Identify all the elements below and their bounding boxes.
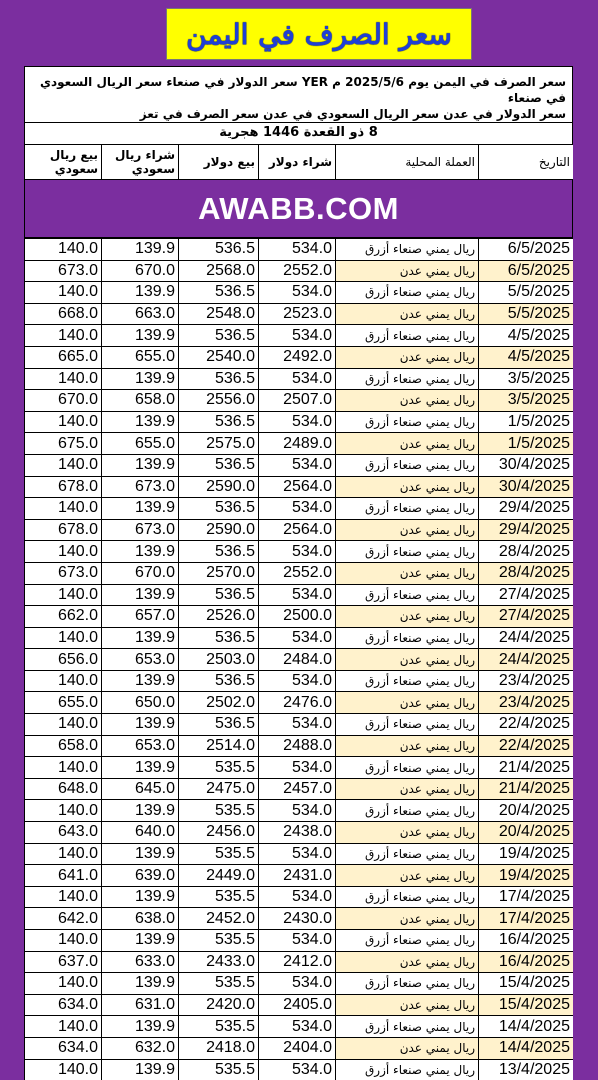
cell-sell-usd: 2556.0 [179, 390, 259, 412]
cell-currency: ريال يمني صنعاء أزرق [336, 239, 479, 261]
cell-buy-sar: 139.9 [102, 411, 179, 433]
cell-currency: ريال يمني عدن [336, 865, 479, 887]
cell-currency: ريال يمني عدن [336, 778, 479, 800]
cell-currency: ريال يمني صنعاء أزرق [336, 930, 479, 952]
cell-currency: ريال يمني صنعاء أزرق [336, 973, 479, 995]
cell-date: 4/5/2025 [479, 325, 574, 347]
cell-sell-usd: 2575.0 [179, 433, 259, 455]
cell-buy-usd: 2457.0 [259, 778, 336, 800]
cell-buy-usd: 534.0 [259, 541, 336, 563]
table-row [25, 714, 574, 736]
cell-buy-usd: 534.0 [259, 368, 336, 390]
cell-buy-usd: 2430.0 [259, 908, 336, 930]
cell-buy-sar: 139.9 [102, 498, 179, 520]
cell-date: 19/4/2025 [479, 843, 574, 865]
cell-buy-usd: 2552.0 [259, 260, 336, 282]
cell-currency: ريال يمني عدن [336, 649, 479, 671]
cell-buy-sar: 653.0 [102, 735, 179, 757]
cell-sell-sar: 678.0 [25, 519, 102, 541]
rates-sheet [24, 66, 573, 1080]
cell-date: 4/5/2025 [479, 346, 574, 368]
cell-buy-usd: 534.0 [259, 714, 336, 736]
cell-buy-sar: 139.9 [102, 454, 179, 476]
cell-currency: ريال يمني عدن [336, 519, 479, 541]
table-row [25, 649, 574, 671]
cell-currency: ريال يمني صنعاء أزرق [336, 584, 479, 606]
cell-currency: ريال يمني عدن [336, 346, 479, 368]
cell-currency: ريال يمني عدن [336, 390, 479, 412]
cell-currency: ريال يمني صنعاء أزرق [336, 498, 479, 520]
table-row [25, 757, 574, 779]
cell-sell-sar: 655.0 [25, 692, 102, 714]
cell-sell-usd: 2590.0 [179, 476, 259, 498]
cell-buy-sar: 645.0 [102, 778, 179, 800]
cell-date: 21/4/2025 [479, 778, 574, 800]
cell-sell-usd: 2526.0 [179, 606, 259, 628]
cell-sell-usd: 535.5 [179, 800, 259, 822]
cell-buy-usd: 534.0 [259, 1059, 336, 1080]
cell-sell-sar: 668.0 [25, 303, 102, 325]
table-row [25, 562, 574, 584]
cell-buy-sar: 663.0 [102, 303, 179, 325]
cell-date: 17/4/2025 [479, 886, 574, 908]
col-sell-sar: بيع ريال سعودي [25, 145, 102, 180]
column-header-row [25, 145, 574, 180]
cell-buy-usd: 534.0 [259, 973, 336, 995]
cell-sell-sar: 140.0 [25, 1016, 102, 1038]
cell-date: 29/4/2025 [479, 498, 574, 520]
cell-date: 22/4/2025 [479, 735, 574, 757]
cell-sell-sar: 648.0 [25, 778, 102, 800]
cell-buy-sar: 139.9 [102, 886, 179, 908]
table-row [25, 541, 574, 563]
cell-buy-usd: 2412.0 [259, 951, 336, 973]
header-line-2: سعر الدولار في عدن سعر الريال السعودي في عدن سعر الصرف في تعز [139, 107, 566, 121]
cell-currency: ريال يمني عدن [336, 692, 479, 714]
cell-sell-usd: 535.5 [179, 843, 259, 865]
table-row [25, 368, 574, 390]
cell-date: 28/4/2025 [479, 541, 574, 563]
cell-buy-sar: 673.0 [102, 476, 179, 498]
cell-date: 22/4/2025 [479, 714, 574, 736]
cell-date: 27/4/2025 [479, 584, 574, 606]
cell-date: 5/5/2025 [479, 282, 574, 304]
cell-sell-usd: 2590.0 [179, 519, 259, 541]
cell-sell-usd: 2568.0 [179, 260, 259, 282]
cell-buy-usd: 2552.0 [259, 562, 336, 584]
table-row [25, 994, 574, 1016]
table-row [25, 282, 574, 304]
cell-date: 1/5/2025 [479, 433, 574, 455]
cell-sell-usd: 535.5 [179, 1059, 259, 1080]
site-banner [24, 180, 573, 238]
cell-sell-usd: 2456.0 [179, 822, 259, 844]
cell-sell-usd: 535.5 [179, 886, 259, 908]
cell-sell-sar: 140.0 [25, 1059, 102, 1080]
cell-sell-sar: 634.0 [25, 994, 102, 1016]
cell-sell-usd: 536.5 [179, 670, 259, 692]
table-row [25, 433, 574, 455]
cell-buy-usd: 534.0 [259, 1016, 336, 1038]
rates-table [24, 238, 573, 1080]
cell-sell-usd: 536.5 [179, 368, 259, 390]
cell-currency: ريال يمني عدن [336, 994, 479, 1016]
table-row [25, 973, 574, 995]
cell-buy-usd: 2405.0 [259, 994, 336, 1016]
cell-date: 23/4/2025 [479, 692, 574, 714]
cell-sell-usd: 536.5 [179, 325, 259, 347]
cell-sell-usd: 536.5 [179, 541, 259, 563]
cell-buy-sar: 139.9 [102, 541, 179, 563]
cell-sell-sar: 140.0 [25, 800, 102, 822]
cell-sell-usd: 2433.0 [179, 951, 259, 973]
page-title: سعر الصرف في اليمن [186, 17, 452, 51]
cell-sell-usd: 2449.0 [179, 865, 259, 887]
table-row [25, 886, 574, 908]
cell-buy-usd: 2507.0 [259, 390, 336, 412]
rates-table-head [24, 144, 573, 180]
col-date: التاريخ [479, 145, 574, 180]
cell-sell-sar: 675.0 [25, 433, 102, 455]
cell-buy-sar: 655.0 [102, 346, 179, 368]
cell-buy-sar: 653.0 [102, 649, 179, 671]
cell-buy-usd: 534.0 [259, 627, 336, 649]
cell-currency: ريال يمني صنعاء أزرق [336, 714, 479, 736]
cell-currency: ريال يمني صنعاء أزرق [336, 886, 479, 908]
cell-buy-usd: 534.0 [259, 886, 336, 908]
cell-date: 19/4/2025 [479, 865, 574, 887]
cell-date: 6/5/2025 [479, 260, 574, 282]
table-row [25, 239, 574, 261]
cell-buy-usd: 2438.0 [259, 822, 336, 844]
cell-buy-usd: 534.0 [259, 325, 336, 347]
cell-sell-sar: 678.0 [25, 476, 102, 498]
cell-buy-sar: 640.0 [102, 822, 179, 844]
table-row [25, 1016, 574, 1038]
cell-sell-usd: 2475.0 [179, 778, 259, 800]
cell-buy-sar: 139.9 [102, 368, 179, 390]
table-row [25, 843, 574, 865]
cell-date: 16/4/2025 [479, 930, 574, 952]
table-row [25, 670, 574, 692]
cell-buy-sar: 638.0 [102, 908, 179, 930]
cell-buy-usd: 2564.0 [259, 519, 336, 541]
cell-sell-usd: 536.5 [179, 239, 259, 261]
table-row [25, 692, 574, 714]
cell-buy-sar: 139.9 [102, 973, 179, 995]
cell-buy-sar: 139.9 [102, 239, 179, 261]
cell-buy-sar: 670.0 [102, 260, 179, 282]
cell-buy-sar: 139.9 [102, 670, 179, 692]
cell-currency: ريال يمني صنعاء أزرق [336, 1059, 479, 1080]
col-currency: العملة المحلية [336, 145, 479, 180]
cell-date: 29/4/2025 [479, 519, 574, 541]
cell-buy-sar: 139.9 [102, 800, 179, 822]
cell-sell-usd: 535.5 [179, 930, 259, 952]
table-row [25, 519, 574, 541]
cell-buy-sar: 139.9 [102, 282, 179, 304]
table-row [25, 1059, 574, 1080]
cell-currency: ريال يمني صنعاء أزرق [336, 757, 479, 779]
cell-buy-usd: 534.0 [259, 757, 336, 779]
cell-sell-sar: 658.0 [25, 735, 102, 757]
cell-sell-sar: 637.0 [25, 951, 102, 973]
table-row [25, 865, 574, 887]
cell-sell-sar: 665.0 [25, 346, 102, 368]
cell-currency: ريال يمني صنعاء أزرق [336, 1016, 479, 1038]
cell-currency: ريال يمني عدن [336, 822, 479, 844]
table-row [25, 951, 574, 973]
table-row [25, 735, 574, 757]
sheet-header [24, 66, 573, 122]
cell-date: 20/4/2025 [479, 822, 574, 844]
cell-date: 28/4/2025 [479, 562, 574, 584]
cell-date: 5/5/2025 [479, 303, 574, 325]
cell-sell-sar: 634.0 [25, 1037, 102, 1059]
cell-buy-sar: 639.0 [102, 865, 179, 887]
table-row [25, 325, 574, 347]
cell-sell-sar: 662.0 [25, 606, 102, 628]
cell-currency: ريال يمني صنعاء أزرق [336, 454, 479, 476]
cell-buy-sar: 139.9 [102, 1016, 179, 1038]
cell-currency: ريال يمني عدن [336, 908, 479, 930]
cell-sell-sar: 140.0 [25, 454, 102, 476]
cell-sell-usd: 535.5 [179, 757, 259, 779]
cell-currency: ريال يمني صنعاء أزرق [336, 282, 479, 304]
cell-buy-sar: 673.0 [102, 519, 179, 541]
cell-buy-sar: 139.9 [102, 627, 179, 649]
cell-buy-sar: 139.9 [102, 1059, 179, 1080]
cell-buy-usd: 534.0 [259, 239, 336, 261]
cell-sell-usd: 536.5 [179, 454, 259, 476]
cell-date: 23/4/2025 [479, 670, 574, 692]
cell-currency: ريال يمني صنعاء أزرق [336, 411, 479, 433]
cell-buy-usd: 2476.0 [259, 692, 336, 714]
table-row [25, 346, 574, 368]
cell-buy-usd: 534.0 [259, 411, 336, 433]
cell-buy-usd: 534.0 [259, 454, 336, 476]
cell-buy-usd: 2489.0 [259, 433, 336, 455]
cell-buy-usd: 534.0 [259, 498, 336, 520]
cell-currency: ريال يمني عدن [336, 606, 479, 628]
cell-sell-usd: 2548.0 [179, 303, 259, 325]
table-row [25, 606, 574, 628]
cell-buy-sar: 139.9 [102, 843, 179, 865]
cell-sell-usd: 535.5 [179, 1016, 259, 1038]
cell-buy-sar: 139.9 [102, 930, 179, 952]
cell-currency: ريال يمني صنعاء أزرق [336, 325, 479, 347]
cell-buy-sar: 139.9 [102, 325, 179, 347]
table-row [25, 390, 574, 412]
cell-sell-usd: 2540.0 [179, 346, 259, 368]
cell-buy-usd: 2500.0 [259, 606, 336, 628]
cell-date: 14/4/2025 [479, 1037, 574, 1059]
cell-currency: ريال يمني عدن [336, 260, 479, 282]
cell-buy-sar: 139.9 [102, 584, 179, 606]
cell-date: 21/4/2025 [479, 757, 574, 779]
table-row [25, 930, 574, 952]
col-buy-usd: شراء دولار [259, 145, 336, 180]
banner-text: AWABB.COM [198, 190, 399, 226]
cell-date: 27/4/2025 [479, 606, 574, 628]
cell-date: 3/5/2025 [479, 368, 574, 390]
header-line-1: سعر الصرف في اليمن يوم 2025/5/6 م YER سعر الدولار في صنعاء سعر الريال السعودي في صنعاء [39, 75, 566, 105]
cell-buy-usd: 534.0 [259, 282, 336, 304]
cell-buy-sar: 670.0 [102, 562, 179, 584]
cell-sell-sar: 643.0 [25, 822, 102, 844]
cell-sell-usd: 536.5 [179, 282, 259, 304]
table-row [25, 627, 574, 649]
cell-buy-sar: 655.0 [102, 433, 179, 455]
cell-currency: ريال يمني صنعاء أزرق [336, 541, 479, 563]
cell-currency: ريال يمني عدن [336, 476, 479, 498]
cell-sell-usd: 536.5 [179, 411, 259, 433]
table-row [25, 411, 574, 433]
cell-buy-sar: 633.0 [102, 951, 179, 973]
cell-sell-sar: 140.0 [25, 239, 102, 261]
cell-currency: ريال يمني عدن [336, 735, 479, 757]
cell-buy-usd: 2492.0 [259, 346, 336, 368]
cell-sell-sar: 140.0 [25, 282, 102, 304]
col-sell-usd: بيع دولار [179, 145, 259, 180]
cell-buy-usd: 534.0 [259, 800, 336, 822]
cell-sell-sar: 673.0 [25, 562, 102, 584]
cell-currency: ريال يمني صنعاء أزرق [336, 670, 479, 692]
cell-sell-sar: 140.0 [25, 368, 102, 390]
cell-sell-usd: 535.5 [179, 973, 259, 995]
cell-currency: ريال يمني صنعاء أزرق [336, 368, 479, 390]
cell-buy-usd: 2523.0 [259, 303, 336, 325]
cell-date: 1/5/2025 [479, 411, 574, 433]
cell-currency: ريال يمني صنعاء أزرق [336, 627, 479, 649]
table-row [25, 800, 574, 822]
cell-sell-sar: 673.0 [25, 260, 102, 282]
cell-sell-sar: 641.0 [25, 865, 102, 887]
cell-sell-usd: 2514.0 [179, 735, 259, 757]
cell-sell-usd: 536.5 [179, 584, 259, 606]
cell-date: 24/4/2025 [479, 649, 574, 671]
cell-sell-sar: 140.0 [25, 757, 102, 779]
cell-sell-usd: 2420.0 [179, 994, 259, 1016]
cell-buy-sar: 632.0 [102, 1037, 179, 1059]
cell-buy-sar: 631.0 [102, 994, 179, 1016]
cell-sell-usd: 2570.0 [179, 562, 259, 584]
cell-buy-usd: 2564.0 [259, 476, 336, 498]
cell-sell-usd: 536.5 [179, 498, 259, 520]
cell-buy-usd: 534.0 [259, 584, 336, 606]
cell-date: 30/4/2025 [479, 454, 574, 476]
cell-sell-sar: 140.0 [25, 886, 102, 908]
cell-buy-sar: 658.0 [102, 390, 179, 412]
cell-buy-sar: 657.0 [102, 606, 179, 628]
cell-currency: ريال يمني عدن [336, 951, 479, 973]
cell-sell-sar: 670.0 [25, 390, 102, 412]
cell-currency: ريال يمني صنعاء أزرق [336, 800, 479, 822]
cell-sell-usd: 2503.0 [179, 649, 259, 671]
table-row [25, 778, 574, 800]
table-row [25, 822, 574, 844]
cell-date: 13/4/2025 [479, 1059, 574, 1080]
col-buy-sar: شراء ريال سعودي [102, 145, 179, 180]
table-row [25, 454, 574, 476]
page-title-box [166, 8, 472, 60]
cell-sell-usd: 536.5 [179, 714, 259, 736]
cell-sell-usd: 2502.0 [179, 692, 259, 714]
cell-buy-usd: 534.0 [259, 930, 336, 952]
cell-date: 17/4/2025 [479, 908, 574, 930]
cell-buy-sar: 139.9 [102, 714, 179, 736]
cell-sell-sar: 642.0 [25, 908, 102, 930]
cell-buy-usd: 2431.0 [259, 865, 336, 887]
cell-currency: ريال يمني عدن [336, 433, 479, 455]
cell-sell-sar: 140.0 [25, 627, 102, 649]
cell-date: 30/4/2025 [479, 476, 574, 498]
cell-date: 24/4/2025 [479, 627, 574, 649]
table-row [25, 1037, 574, 1059]
cell-sell-sar: 140.0 [25, 670, 102, 692]
cell-date: 14/4/2025 [479, 1016, 574, 1038]
cell-sell-usd: 2452.0 [179, 908, 259, 930]
table-row [25, 908, 574, 930]
cell-buy-usd: 534.0 [259, 670, 336, 692]
cell-sell-sar: 140.0 [25, 714, 102, 736]
cell-buy-sar: 139.9 [102, 757, 179, 779]
cell-date: 20/4/2025 [479, 800, 574, 822]
cell-date: 6/5/2025 [479, 239, 574, 261]
cell-buy-sar: 650.0 [102, 692, 179, 714]
cell-buy-usd: 534.0 [259, 843, 336, 865]
cell-currency: ريال يمني عدن [336, 562, 479, 584]
table-row [25, 584, 574, 606]
table-row [25, 260, 574, 282]
hijri-date: 8 ذو القعدة 1446 هجرية [24, 122, 573, 144]
table-row [25, 498, 574, 520]
cell-sell-sar: 656.0 [25, 649, 102, 671]
cell-sell-sar: 140.0 [25, 973, 102, 995]
cell-date: 3/5/2025 [479, 390, 574, 412]
cell-buy-usd: 2404.0 [259, 1037, 336, 1059]
cell-sell-sar: 140.0 [25, 541, 102, 563]
cell-date: 15/4/2025 [479, 973, 574, 995]
cell-sell-sar: 140.0 [25, 584, 102, 606]
table-row [25, 476, 574, 498]
cell-date: 15/4/2025 [479, 994, 574, 1016]
cell-currency: ريال يمني عدن [336, 1037, 479, 1059]
cell-buy-usd: 2488.0 [259, 735, 336, 757]
cell-sell-sar: 140.0 [25, 930, 102, 952]
table-row [25, 303, 574, 325]
cell-sell-sar: 140.0 [25, 843, 102, 865]
cell-sell-sar: 140.0 [25, 325, 102, 347]
cell-currency: ريال يمني صنعاء أزرق [336, 843, 479, 865]
cell-buy-usd: 2484.0 [259, 649, 336, 671]
cell-sell-sar: 140.0 [25, 411, 102, 433]
cell-sell-sar: 140.0 [25, 498, 102, 520]
cell-currency: ريال يمني عدن [336, 303, 479, 325]
cell-date: 16/4/2025 [479, 951, 574, 973]
cell-sell-usd: 2418.0 [179, 1037, 259, 1059]
cell-sell-usd: 536.5 [179, 627, 259, 649]
